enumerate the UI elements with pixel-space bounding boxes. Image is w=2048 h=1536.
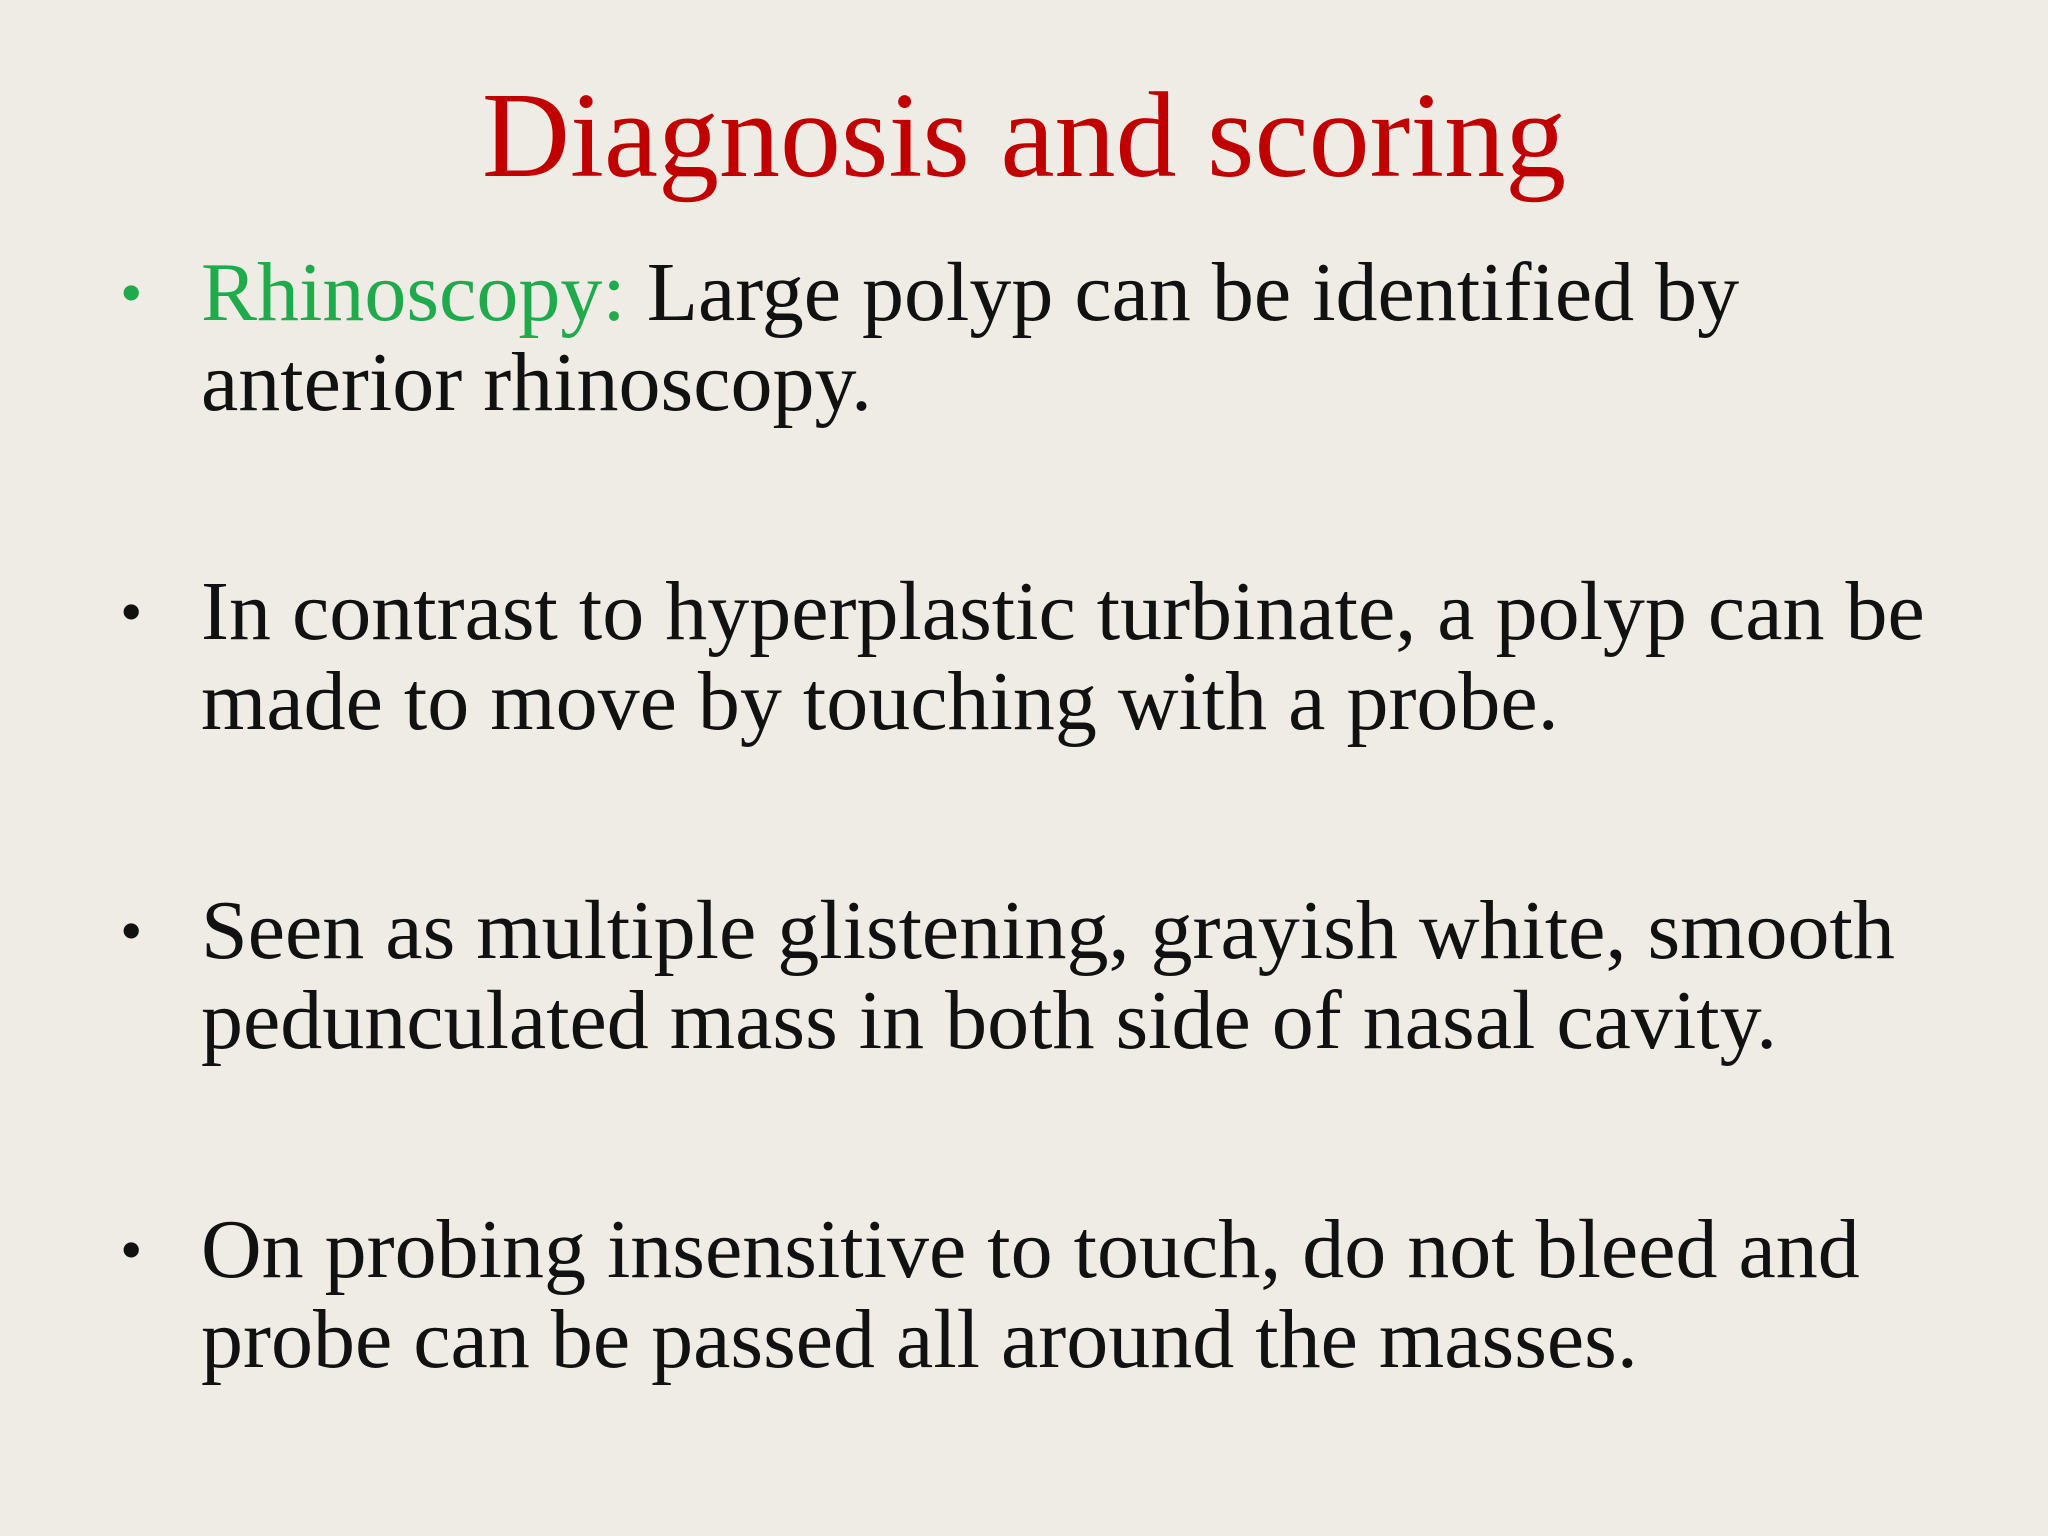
bullet-list <box>120 248 1960 1385</box>
slide-title: Diagnosis and scoring <box>481 68 1567 203</box>
bullet-text-appearance: Seen as multiple glistening, grayish white, smooth pedunculated mass in both side of nasal cavity. <box>201 884 1895 1067</box>
bullet-text-probing: On probing insensitive to touch, do not bleed and probe can be passed all around the masses. <box>201 1203 1860 1386</box>
bullet-item-rhinoscopy <box>120 248 1960 428</box>
bullet-item-contrast <box>120 567 1960 747</box>
bullet-text-rhinoscopy: Large polyp can be identified by anterior rhinoscopy. <box>201 246 1740 429</box>
bullet-marker: • <box>120 257 143 328</box>
bullet-marker: • <box>120 1214 143 1285</box>
bullet-marker: • <box>120 895 143 966</box>
bullet-item-appearance <box>120 886 1960 1066</box>
bullet-item-probing <box>120 1205 1960 1385</box>
bullet-text-contrast: In contrast to hyperplastic turbinate, a polyp can be made to move by touching with a probe. <box>201 565 1925 748</box>
bullet-lead-rhinoscopy: Rhinoscopy: <box>201 246 626 339</box>
bullet-marker: • <box>120 576 143 647</box>
